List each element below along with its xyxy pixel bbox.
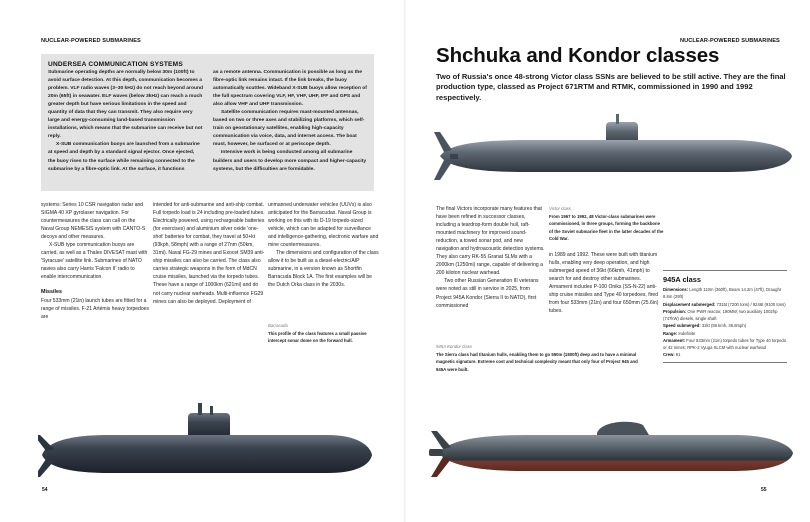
page-number-left: 54 [42, 487, 48, 493]
spec-label: Armament: [663, 337, 686, 343]
spec-label: Displacement submerged: [663, 301, 716, 307]
caption-title: Victor class [549, 206, 571, 211]
spec-value: One PWR reactor, 190MW; two auxiliary 1002hp (747kW) diesels, single shaft [663, 308, 778, 321]
right-body-col-2 [549, 251, 661, 315]
spec-value: Indefinite [677, 330, 696, 336]
left-body-col-3 [268, 201, 380, 290]
barracuda-submarine-image [38, 395, 373, 480]
victor-submarine-image [430, 112, 795, 190]
barracuda-caption [268, 322, 383, 345]
running-head-left: NUCLEAR-POWERED SUBMARINES [41, 38, 141, 44]
kondor-submarine-image [425, 405, 795, 480]
body-paragraph: The dimensions and configuration of the class allow it to be built as a diesel-electric/AIP submarine, in a version known as Shortfin Barracuda Block 1A. The first examples will be the Dutch Orka class in the 2030s. [268, 250, 379, 289]
sidebar-paragraph: Submarine operating depths are normally below 30m (100ft) to avoid surface detection. At this depth, communication becomes a problem. VLF radio waves (3–30 kHz) do not reach beyond around 20m (65ft) in seawater. ELF waves (below 3kHz) can reach a much greater depth but have serious limitations in the speed and quantity of data that they can transmit. They also require very large and energy-consuming land-based transmission installations, which means that the submarine can receive but not reply. [48, 70, 204, 140]
spec-title: 945A class [663, 275, 701, 284]
caption-text: The Sierra class had titanium hulls, enabling them to go 550m (1800ft) deep and to have a minimal magnetic signature. Extreme cost and technical complexity meant that only four of Project 945 and 945A were built. [436, 352, 638, 372]
spec-label: Speed submerged: [663, 323, 701, 329]
spec-box [663, 270, 787, 363]
body-paragraph: The final Victors incorporate many features that have been refined in successor classes, including a teardrop-form double hull, raft-mounted machinery for improved sound-reduction, a towed sonar pod, and new navigation and hydroacoustic detection systems. They also carry RK-55 Granat SLMs with a 2000km (1250mi) range, capable of delivering a 200 kiloton nuclear warhead. [436, 206, 545, 277]
caption-text: From 1967 to 1992, 48 Victor-class submarines were commissioned, in three groups, forming the backbone of the Soviet submarine fleet in the latter decades of the Cold War. [549, 214, 664, 241]
page-title: Shchuka and Kondor classes [436, 44, 720, 67]
body-paragraph: in 1989 and 1992. These were built with titanium hulls, enabling very deep operation, and high submerged speed of 36kt (66kmh, 41mph) to search for and destroy other submarines. Armament includes P-100 Oniks (SS-N-22) anti-ship cruise missiles and Type 40 torpedoes, fired from four 533mm (21in) and four 650mm (25.6in) tubes. [549, 252, 659, 315]
spec-row [663, 301, 787, 308]
spec-label: Crew: [663, 352, 675, 358]
spec-value: Length 110m (360ft), Beam 14.2m (47ft), Draught 8.8m (29ft) [663, 287, 781, 300]
kondor-caption [436, 343, 646, 373]
spec-value: 61 [674, 352, 681, 358]
spec-label: Dimensions: [663, 287, 689, 292]
left-body-col-1 [41, 201, 149, 321]
sidebar-paragraph: as a remote antenna. Communication is possible as long as the fibre-optic link remains intact. If the link breaks, the buoy automatically scuttles. Wideband X-SUB buoys allow reception of the full spectrum covering VLF, HF, VHF, UHF, IFF and GPS and also allow VHF and UHF transmission. [213, 70, 367, 108]
spec-value: Four 533mm (21in) torpedo tubes for Type 40 torpedo or 42 mines; RPK-2 Vyuga SLCM with nuclear warhead [663, 337, 787, 350]
body-paragraph: unmanned underwater vehicles (UUVs) is also anticipated for the Barracudas. Naval Group is working on this with its D-19 torpedo-sized vehicle, which can be adapted for surveillance and intelligence-gathering, electronic warfare and mine countermeasures. [268, 202, 379, 249]
spec-value: 32kt (59 kmh, 36.8mph) [700, 323, 747, 329]
spec-row [663, 308, 787, 323]
spec-value: 7315t (7200 tons) / 9246t (9100 tons) [715, 301, 786, 307]
page-number-right: 55 [761, 487, 767, 493]
body-paragraph: Four 533mm (21in) launch tubes are fitted for a range of missiles. F-21 Artémis heavy torpedoes are [41, 297, 149, 320]
caption-title: 945A Kondor class [436, 344, 472, 349]
left-body-col-2 [153, 201, 265, 306]
spec-row [663, 286, 787, 301]
body-paragraph: intended for anti-submarine and anti-ship combat. Full torpedo load is 24 including pre-loaded tubes. Electrically powered, using rechargeable batteries (for exercises) and aluminium silver oxide 'one-shot' batteries for combat, they travel at 50+kt (93kph, 58mph) with a range of 27nm (50km, 31mi). Naval FG-29 mines and Exocet SM39 anti-ship missiles can also be carried. The class also carries strategic weapons in the form of MdCN cruise missiles, launched via the torpedo tubes. These have a range of 1000km (621mi) and do not carry nuclear warheads. Multi-influence FG29 mines can also be deployed. Deployment of [153, 202, 265, 305]
spec-row [663, 337, 787, 352]
spec-row [663, 322, 787, 329]
spec-label: Range: [663, 330, 678, 336]
sidebar-paragraph: Satellite communication requires mast-mounted antennas, based on two or three axes and stabilizing platforms, which self-train on geostationary satellites, enabling high-capacity communication via voice, data, and internet access. The boat must, however, be surfaced or at periscope depth. [213, 110, 365, 148]
spec-row [663, 351, 787, 358]
sidebar-title: UNDERSEA COMMUNICATION SYSTEMS [48, 61, 183, 68]
body-paragraph: Two other Russian Generation III veterans were noted as still in service in 2025, from Project 945A Kondor (Sierra II to NATO), first commissioned [436, 278, 539, 309]
victor-caption [549, 205, 664, 242]
spec-label: Propulsion: [663, 308, 687, 314]
sidebar-paragraph: X-SUB communication buoys are launched from a submarine at speed and depth by a standard signal ejector. Once ejected, the buoy rises to the surface while remaining connected to the submarine by a fibre-optic link. At the surface, it functions [48, 142, 200, 172]
spec-row [663, 330, 787, 337]
caption-title: Barracuda [268, 323, 288, 328]
standfirst: Two of Russia's once 48-strong Victor class SSNs are believed to be still active. They are the final production type, classed as Project 671RTM and RTMK, commissioned in 1990 and 1992 respectively. [436, 72, 786, 102]
gutter [404, 0, 406, 522]
caption-text: This profile of the class features a small passive intercept sonar dome on the forward hull. [268, 331, 367, 344]
sidebar-col-1 [48, 69, 203, 174]
right-body-col-1 [436, 205, 546, 310]
body-paragraph: X-SUB type communication buoys are carried, as well as a Thales DIVESAT mast with 'Syracuse' satellite link. Submarines of NATO navies also carry Harris 'Falcon II' radio to enable intercommunication. [41, 242, 148, 281]
sidebar-box [41, 54, 374, 191]
body-paragraph: systems: Series 10 CSR navigation radar and SIGMA 40 XP gyrolaser navigation. For countermeasures the class can call on the Naval Group NEMESIS system with CANTO-S decoys and other measures. [41, 202, 146, 241]
sidebar-paragraph: Intensive work is being conducted among all submarine builders and users to develop more compact and higher-capacity systems, but the difficulties are formidable. [213, 150, 367, 172]
running-head-right: NUCLEAR-POWERED SUBMARINES [680, 38, 780, 44]
subhead-missiles: Missiles [41, 289, 62, 296]
sidebar-col-2 [213, 69, 368, 174]
